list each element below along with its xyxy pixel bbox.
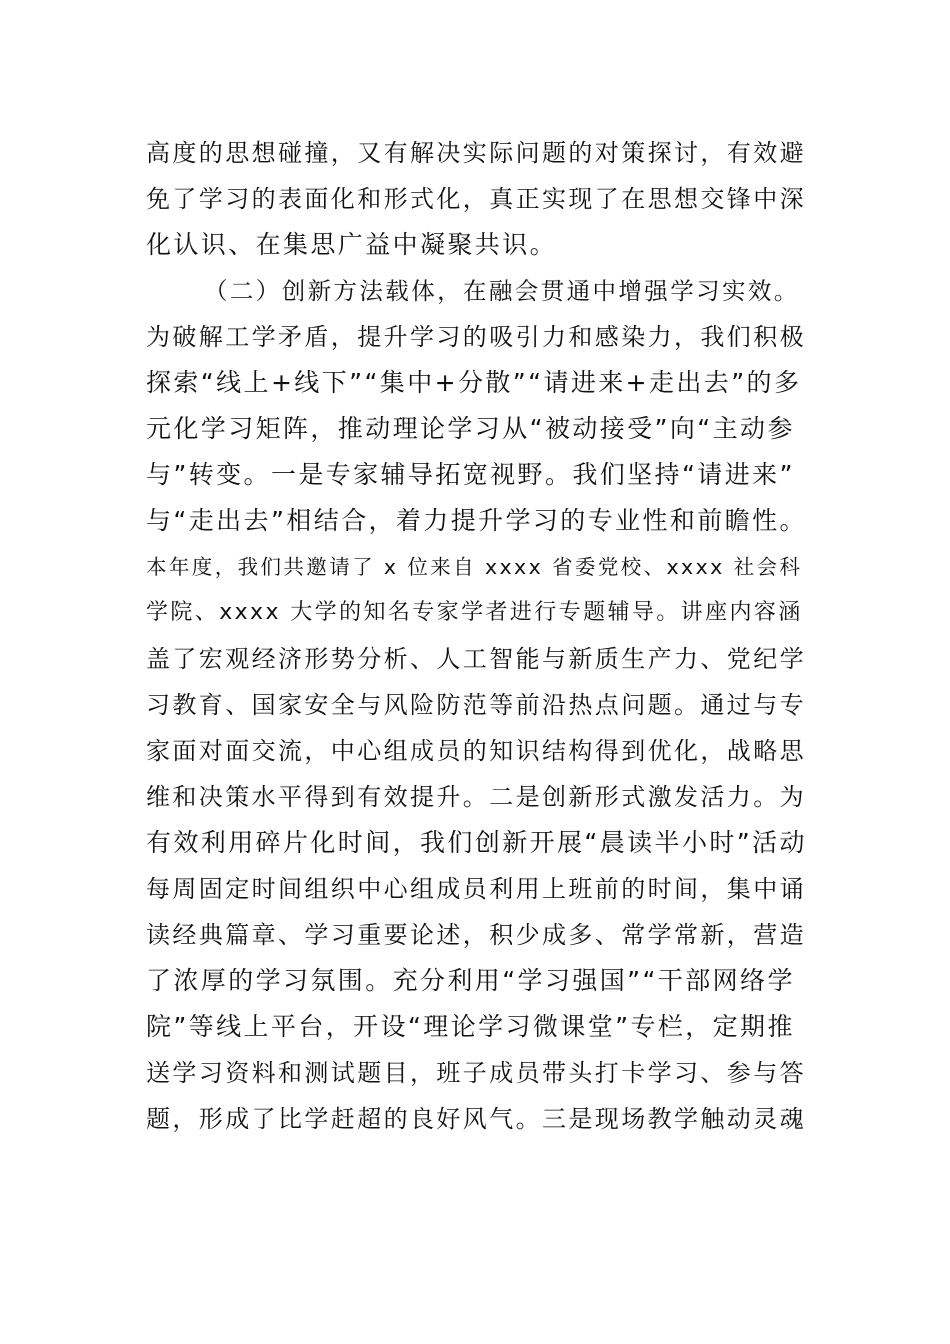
text-line-11: 学院、xxxx 大学的知名专家学者进行专题辅导。讲座内容涵: [146, 600, 803, 625]
text-line-3: 化认识、在集思广益中凝聚共识。: [146, 230, 558, 259]
text-line-20: 院”等线上平台，开设“理论学习微课堂”专栏，定期推: [146, 1012, 795, 1041]
text-line-1: 高度的思想碰撞，又有解决实际问题的对策探讨，有效避: [146, 139, 806, 167]
text-line-13: 习教育、国家安全与风险防范等前沿热点问题。通过与专: [146, 691, 806, 719]
text-line-9: 与“走出去”相结合，着力提升学习的专业性和前瞻性。: [146, 506, 807, 535]
text-line-2: 免了学习的表面化和形式化，真正实现了在思想交锋中深: [146, 185, 806, 213]
text-line-21: 送学习资料和测试题目，班子成员带头打卡学习、参与答: [146, 1059, 806, 1087]
text-line-14: 家面对面交流，中心组成员的知识结构得到优化，战略思: [146, 737, 806, 765]
text-line-18: 读经典篇章、学习重要论述，积少成多、常学常新，营造: [146, 921, 806, 949]
text-line-5: 为破解工学矛盾，提升学习的吸引力和感染力，我们积极: [146, 323, 806, 351]
text-line-8: 与”转变。一是专家辅导拓宽视野。我们坚持“请进来”: [146, 460, 795, 489]
text-line-15: 维和决策水平得到有效提升。二是创新形式激发活力。为: [146, 783, 806, 811]
text-line-16: 有效利用碎片化时间，我们创新开展“晨读半小时”活动: [146, 828, 807, 857]
text-line-10: 本年度，我们共邀请了 x 位来自 xxxx 省委党校、xxxx 社会科: [146, 555, 803, 579]
text-line-22: 题，形成了比学赶超的良好风气。三是现场教学触动灵魂: [146, 1105, 806, 1133]
text-line-6: 探索“线上+线下”“集中+分散”“请进来+走出去”的多: [146, 368, 802, 397]
section-heading: （二）创新方法载体，在融会贯通中增强学习实效。: [204, 277, 800, 305]
text-line-17: 每周固定时间组织中心组成员利用上班前的时间，集中诵: [146, 875, 806, 903]
text-line-7: 元化学习矩阵，推动理论学习从“被动接受”向“主动参: [146, 414, 795, 443]
text-line-12: 盖了宏观经济形势分析、人工智能与新质生产力、党纪学: [146, 645, 806, 673]
text-line-19: 了浓厚的学习氛围。充分利用“学习强国”“干部网络学: [146, 966, 795, 995]
